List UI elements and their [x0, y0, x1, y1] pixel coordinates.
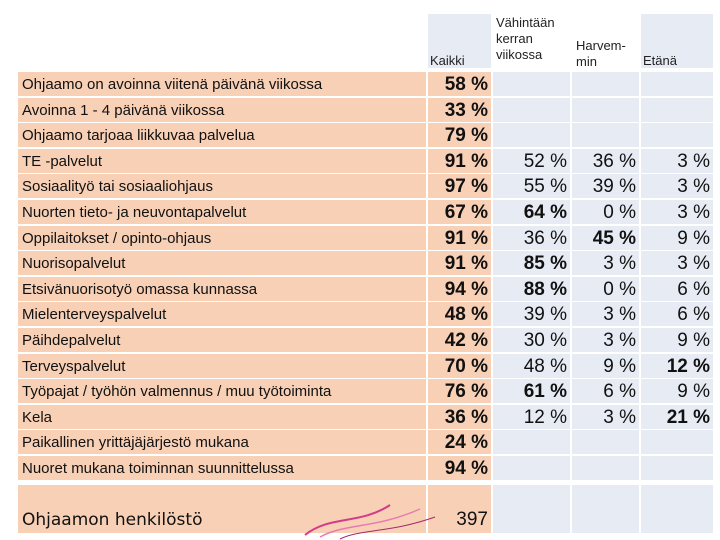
- cell-harvemmin: 36 %: [572, 149, 639, 173]
- cell-viikossa: 48 %: [493, 354, 570, 378]
- row-label: Mielenterveyspalvelut: [18, 302, 426, 326]
- cell-harvemmin: 45 %: [572, 226, 639, 250]
- cell-kaikki: 70 %: [428, 354, 491, 378]
- cell-kaikki: 48 %: [428, 302, 491, 326]
- table-row: [0, 354, 720, 380]
- cell-harvemmin: [572, 456, 639, 480]
- table-row: [0, 302, 720, 328]
- cell-etana: [641, 456, 713, 480]
- cell-viikossa: 88 %: [493, 277, 570, 301]
- row-label: Oppilaitokset / opinto-ohjaus: [18, 226, 426, 250]
- cell-kaikki: 36 %: [428, 405, 491, 429]
- header-vahintaan-line1: Vähintään: [496, 15, 555, 30]
- cell-kaikki: 79 %: [428, 123, 491, 147]
- cell-etana: [641, 72, 713, 96]
- header-vahintaan-line3: viikossa: [496, 47, 543, 62]
- row-label: Sosiaalityö tai sosiaaliohjaus: [18, 174, 426, 198]
- table-row: [0, 72, 720, 98]
- header-vahintaan: [496, 15, 555, 63]
- header-vahintaan-line2: kerran: [496, 31, 533, 46]
- cell-viikossa: 55 %: [493, 174, 570, 198]
- cell-etana: 3 %: [641, 149, 713, 173]
- cell-kaikki: 58 %: [428, 72, 491, 96]
- cell-viikossa: 39 %: [493, 302, 570, 326]
- row-label: Nuorisopalvelut: [18, 251, 426, 275]
- header-harvemmin-line2: min: [576, 54, 597, 69]
- table-row: [0, 98, 720, 124]
- cell-harvemmin: 9 %: [572, 354, 639, 378]
- row-label: Avoinna 1 - 4 päivänä viikossa: [18, 98, 426, 122]
- table-row: [0, 123, 720, 149]
- cell-kaikki: 67 %: [428, 200, 491, 224]
- cell-etana: 9 %: [641, 328, 713, 352]
- cell-etana: [641, 123, 713, 147]
- cell-kaikki: 94 %: [428, 456, 491, 480]
- cell-viikossa: [493, 456, 570, 480]
- cell-harvemmin: 6 %: [572, 379, 639, 403]
- row-label: Etsivänuorisotyö omassa kunnassa: [18, 277, 426, 301]
- cell-harvemmin: 3 %: [572, 328, 639, 352]
- cell-etana: 3 %: [641, 200, 713, 224]
- cell-harvemmin: 3 %: [572, 405, 639, 429]
- table-row: [0, 430, 720, 456]
- cell-viikossa: 30 %: [493, 328, 570, 352]
- footer-bg-etana: [641, 485, 713, 533]
- row-label: Terveyspalvelut: [18, 354, 426, 378]
- cell-kaikki: 91 %: [428, 251, 491, 275]
- header-etana: Etänä: [643, 53, 677, 68]
- cell-kaikki: 76 %: [428, 379, 491, 403]
- table-row: [0, 405, 720, 431]
- cell-etana: 3 %: [641, 174, 713, 198]
- cell-etana: 21 %: [641, 405, 713, 429]
- cell-viikossa: [493, 98, 570, 122]
- cell-kaikki: 24 %: [428, 430, 491, 454]
- cell-etana: 9 %: [641, 226, 713, 250]
- table-row: [0, 328, 720, 354]
- row-label: TE -palvelut: [18, 149, 426, 173]
- cell-etana: 12 %: [641, 354, 713, 378]
- cell-viikossa: 85 %: [493, 251, 570, 275]
- table-row: [0, 251, 720, 277]
- cell-viikossa: [493, 430, 570, 454]
- cell-viikossa: 61 %: [493, 379, 570, 403]
- header-harvemmin-line1: Harvem-: [576, 38, 626, 53]
- row-label: Päihdepalvelut: [18, 328, 426, 352]
- cell-kaikki: 91 %: [428, 149, 491, 173]
- cell-harvemmin: 39 %: [572, 174, 639, 198]
- cell-etana: 9 %: [641, 379, 713, 403]
- footer-value: 397: [428, 485, 491, 533]
- footer-label: Ohjaamon henkilöstö: [18, 485, 426, 533]
- cell-harvemmin: [572, 72, 639, 96]
- row-label: Ohjaamo on avoinna viitenä päivänä viikossa: [18, 72, 426, 96]
- cell-etana: 3 %: [641, 251, 713, 275]
- cell-harvemmin: 0 %: [572, 200, 639, 224]
- row-label: Ohjaamo tarjoaa liikkuvaa palvelua: [18, 123, 426, 147]
- table-row: [0, 379, 720, 405]
- cell-harvemmin: 3 %: [572, 302, 639, 326]
- cell-harvemmin: 0 %: [572, 277, 639, 301]
- cell-etana: [641, 98, 713, 122]
- header-harvemmin: [576, 38, 626, 70]
- cell-kaikki: 94 %: [428, 277, 491, 301]
- table-row: [0, 200, 720, 226]
- cell-kaikki: 91 %: [428, 226, 491, 250]
- footer-bg-harvemmin: [572, 485, 639, 533]
- cell-viikossa: 12 %: [493, 405, 570, 429]
- header-kaikki: Kaikki: [430, 53, 465, 68]
- row-label: Nuoret mukana toiminnan suunnittelussa: [18, 456, 426, 480]
- row-label: Nuorten tieto- ja neuvontapalvelut: [18, 200, 426, 224]
- row-label: Paikallinen yrittäjäjärjestö mukana: [18, 430, 426, 454]
- decorative-swirl-icon: [300, 495, 440, 540]
- table-row: [0, 277, 720, 303]
- cell-etana: [641, 430, 713, 454]
- cell-harvemmin: [572, 98, 639, 122]
- cell-kaikki: 33 %: [428, 98, 491, 122]
- table-row: [0, 226, 720, 252]
- footer-bg-viikossa: [493, 485, 570, 533]
- cell-harvemmin: 3 %: [572, 251, 639, 275]
- cell-viikossa: 64 %: [493, 200, 570, 224]
- cell-kaikki: 97 %: [428, 174, 491, 198]
- cell-harvemmin: [572, 123, 639, 147]
- table-row: [0, 456, 720, 482]
- table-row: [0, 149, 720, 175]
- row-label: Työpajat / työhön valmennus / muu työtoiminta: [18, 379, 426, 403]
- cell-viikossa: [493, 123, 570, 147]
- table-row: [0, 174, 720, 200]
- cell-etana: 6 %: [641, 277, 713, 301]
- row-label: Kela: [18, 405, 426, 429]
- cell-viikossa: 36 %: [493, 226, 570, 250]
- cell-viikossa: 52 %: [493, 149, 570, 173]
- cell-kaikki: 42 %: [428, 328, 491, 352]
- cell-viikossa: [493, 72, 570, 96]
- cell-harvemmin: [572, 430, 639, 454]
- cell-etana: 6 %: [641, 302, 713, 326]
